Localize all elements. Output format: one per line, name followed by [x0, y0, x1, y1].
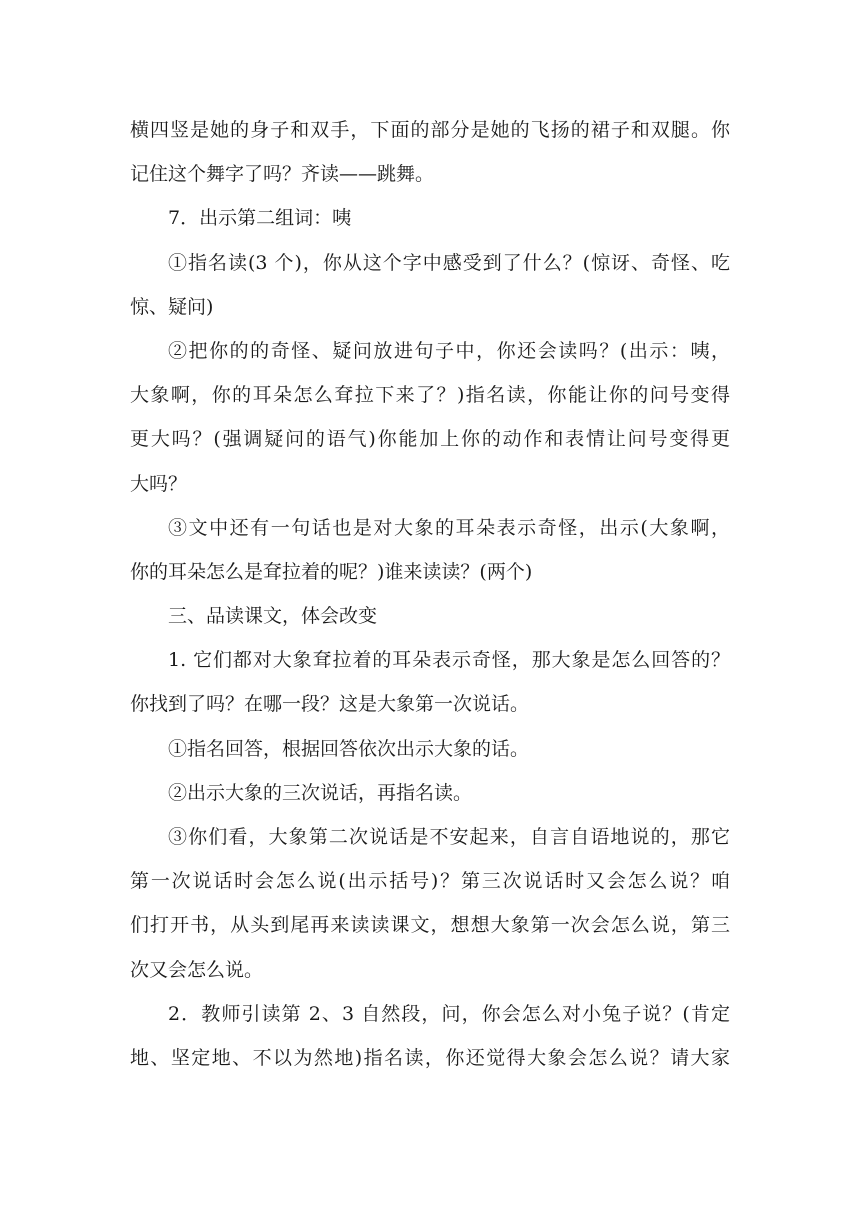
text-line: 1. 它们都对大象耷拉着的耳朵表示奇怪，那大象是怎么回答的？ [168, 649, 730, 672]
text-line: ②把你的的奇怪、疑问放进句子中，你还会读吗？(出示：咦， [168, 339, 730, 362]
text-line: 们打开书，从头到尾再来读读课文，想想大象第一次会怎么说，第三 [130, 914, 730, 937]
text-line: 惊、疑问) [130, 295, 214, 318]
text-line: 大吗？ [130, 472, 188, 495]
text-line: 第一次说话时会怎么说(出示括号)？第三次说话时又会怎么说？咱 [130, 870, 730, 893]
text-line: 7．出示第二组词：咦 [168, 207, 352, 230]
text-line: ③你们看，大象第二次说话是不安起来，自言自语地说的，那它 [168, 826, 730, 848]
text-line: 横四竖是她的身子和双手，下面的部分是她的飞扬的裙子和双腿。你 [130, 119, 730, 141]
text-line: 大象啊，你的耳朵怎么耷拉下来了？)指名读，你能让你的问号变得 [130, 384, 730, 407]
text-line: 2．教师引读第 2、3 自然段，问，你会怎么对小兔子说？(肯定 [168, 1002, 730, 1025]
text-line: ①指名读(3 个)，你从这个字中感受到了什么？(惊讶、奇怪、吃 [168, 251, 730, 274]
text-line: 更大吗？(强调疑问的语气)你能加上你的动作和表情让问号变得更 [130, 428, 730, 451]
text-line: 次又会怎么说。 [130, 958, 264, 981]
text-line: ①指名回答，根据回答依次出示大象的话。 [168, 737, 530, 760]
text-line: 你的耳朵怎么是耷拉着的呢？)谁来读读？(两个) [130, 560, 533, 583]
text-line: ②出示大象的三次说话，再指名读。 [168, 781, 473, 804]
text-line: ③文中还有一句话也是对大象的耳朵表示奇怪，出示(大象啊， [168, 516, 730, 539]
text-line: 记住这个舞字了吗？齐读——跳舞。 [130, 163, 435, 186]
text-line: 你找到了吗？在哪一段？这是大象第一次说话。 [130, 693, 530, 716]
document-body [130, 108, 730, 1080]
text-line: 地、坚定地、不以为然地)指名读，你还觉得大象会怎么说？请大家 [130, 1046, 730, 1069]
text-line: 三、品读课文，体会改变 [168, 605, 378, 628]
